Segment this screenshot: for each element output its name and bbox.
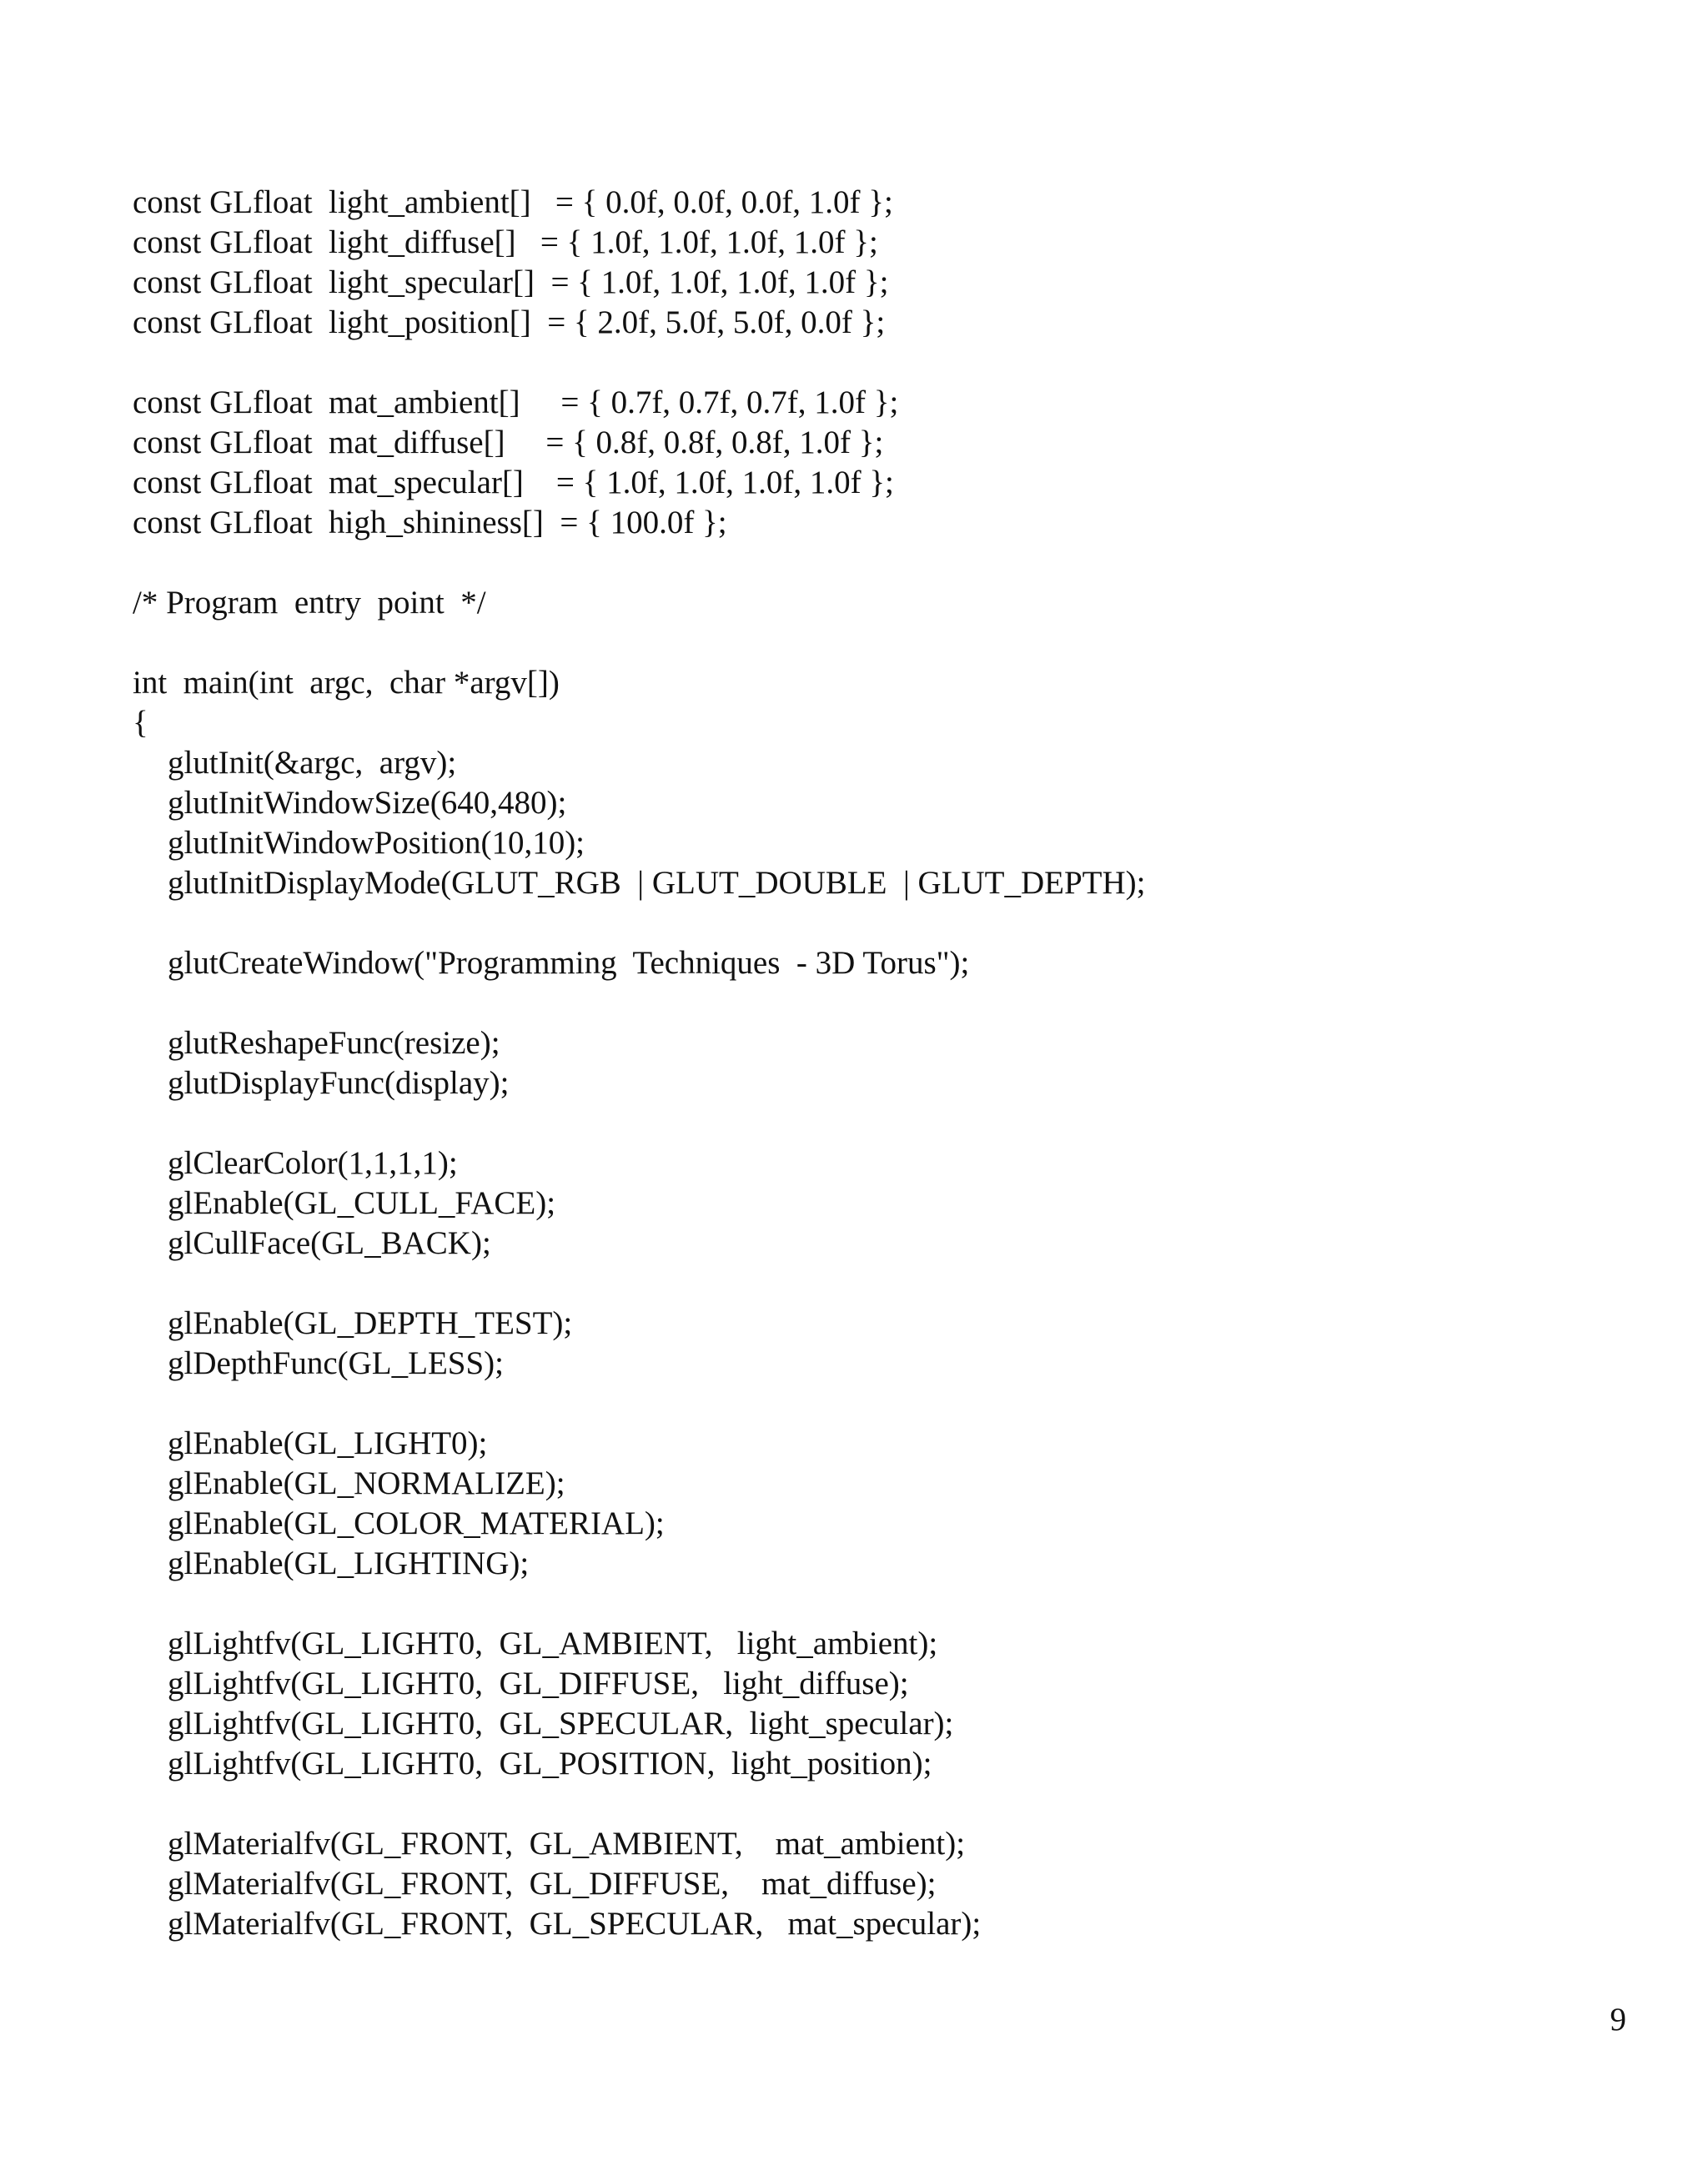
- code-line: glMaterialfv(GL_FRONT, GL_SPECULAR, mat_specular);: [168, 1906, 982, 1942]
- code-line: glutInit(&argc, argv);: [168, 745, 457, 781]
- code-line: glClearColor(1,1,1,1);: [168, 1145, 458, 1181]
- code-line: glutInitWindowPosition(10,10);: [168, 825, 585, 861]
- blank-line: [133, 1584, 1600, 1624]
- blank-line: [133, 623, 1600, 663]
- code-line: const GLfloat mat_ambient[] = { 0.7f, 0.7f, 0.7f, 1.0f };: [133, 384, 899, 420]
- code-line: glutInitWindowSize(640,480);: [168, 785, 567, 821]
- code-line: glLightfv(GL_LIGHT0, GL_AMBIENT, light_ambient);: [168, 1626, 938, 1661]
- code-line: glLightfv(GL_LIGHT0, GL_SPECULAR, light_specular);: [168, 1706, 954, 1741]
- code-line: glEnable(GL_LIGHTING);: [168, 1545, 530, 1581]
- code-line: const GLfloat light_diffuse[] = { 1.0f, 1.0f, 1.0f, 1.0f };: [133, 224, 878, 260]
- code-line: glLightfv(GL_LIGHT0, GL_POSITION, light_position);: [168, 1746, 932, 1782]
- code-listing: [133, 183, 1600, 1944]
- code-line: glEnable(GL_LIGHT0);: [168, 1425, 488, 1461]
- code-line: glMaterialfv(GL_FRONT, GL_AMBIENT, mat_ambient);: [168, 1826, 966, 1862]
- code-line: glutCreateWindow("Programming Techniques - 3D Torus");: [168, 945, 970, 981]
- code-line: glEnable(GL_CULL_FACE);: [168, 1185, 556, 1221]
- blank-line: [133, 1384, 1600, 1424]
- code-line: int main(int argc, char *argv[]): [133, 665, 560, 701]
- code-line: glutDisplayFunc(display);: [168, 1065, 510, 1101]
- code-line: const GLfloat mat_specular[] = { 1.0f, 1.0f, 1.0f, 1.0f };: [133, 465, 894, 500]
- page-number: 9: [1610, 2002, 1626, 2038]
- blank-line: [133, 903, 1600, 943]
- code-line: {: [133, 705, 148, 741]
- code-line: const GLfloat high_shininess[] = { 100.0f };: [133, 505, 727, 540]
- blank-line: [133, 343, 1600, 383]
- code-line: glEnable(GL_NORMALIZE);: [168, 1465, 565, 1501]
- code-line: glEnable(GL_COLOR_MATERIAL);: [168, 1505, 665, 1541]
- blank-line: [133, 983, 1600, 1023]
- code-line: const GLfloat light_ambient[] = { 0.0f, 0.0f, 0.0f, 1.0f };: [133, 184, 893, 220]
- blank-line: [133, 1103, 1600, 1143]
- code-line: const GLfloat light_position[] = { 2.0f, 5.0f, 5.0f, 0.0f };: [133, 304, 886, 340]
- blank-line: [133, 1784, 1600, 1824]
- code-line: /* Program entry point */: [133, 585, 486, 621]
- code-line: const GLfloat light_specular[] = { 1.0f, 1.0f, 1.0f, 1.0f };: [133, 264, 889, 300]
- code-line: glDepthFunc(GL_LESS);: [168, 1345, 504, 1381]
- code-line: glutInitDisplayMode(GLUT_RGB | GLUT_DOUBLE | GLUT_DEPTH);: [168, 865, 1146, 901]
- code-line: glLightfv(GL_LIGHT0, GL_DIFFUSE, light_diffuse);: [168, 1666, 909, 1701]
- blank-line: [133, 1264, 1600, 1304]
- code-line: glMaterialfv(GL_FRONT, GL_DIFFUSE, mat_diffuse);: [168, 1866, 937, 1902]
- blank-line: [133, 543, 1600, 583]
- code-line: const GLfloat mat_diffuse[] = { 0.8f, 0.8f, 0.8f, 1.0f };: [133, 425, 884, 460]
- code-line: glEnable(GL_DEPTH_TEST);: [168, 1305, 573, 1341]
- code-line: glutReshapeFunc(resize);: [168, 1025, 500, 1061]
- code-line: glCullFace(GL_BACK);: [168, 1225, 491, 1261]
